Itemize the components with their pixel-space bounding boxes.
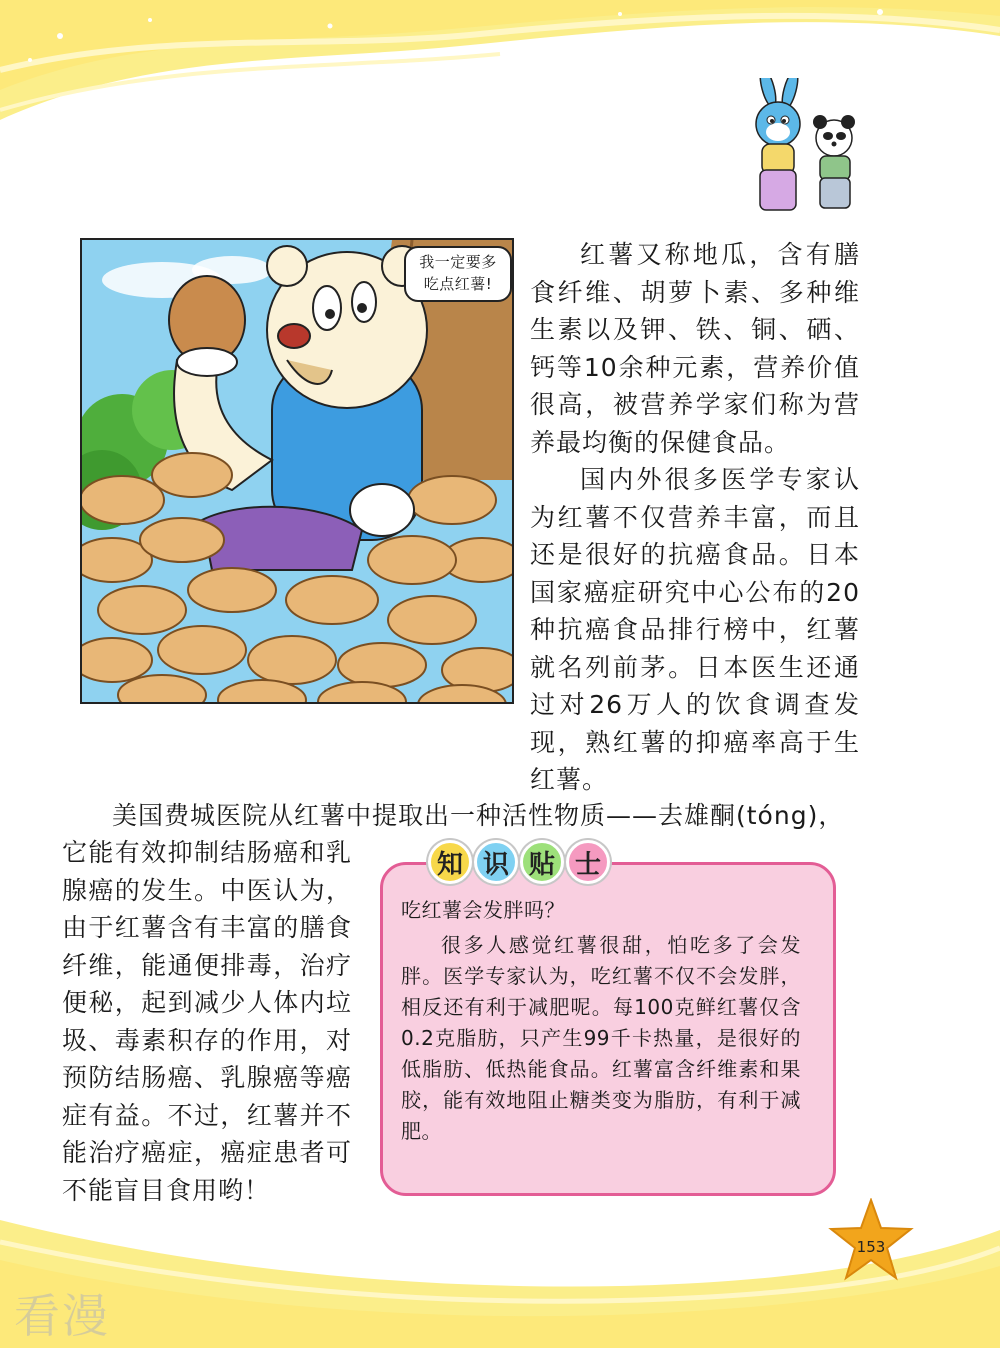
tips-answer: 很多人感觉红薯很甜，怕吃多了会发胖。医学专家认为，吃红薯不仅不会发胖，相反还有利于减肥呢。每100克鲜红薯仅含0.2克脂肪，只产生99千卡热量，是很好的低脂肪、低热能食品。红薯富含纤维素和果胶，能有效地阻止糖类变为脂肪，有利于减肥。 — [401, 933, 801, 1143]
paragraph-philadelphia-continued: 它能有效抑制结肠癌和乳腺癌的发生。中医认为，由于红薯含有丰富的膳食纤维，能通便排毒，治疗便秘，起到减少人体内垃圾、毒素积存的作用，对预防结肠癌、乳腺癌等癌症有益。不过，红薯并不能治疗癌症，癌症患者可不能盲目食用哟！ — [62, 838, 352, 1205]
article-right-column — [530, 236, 860, 799]
paragraph-nutrition: 红薯又称地瓜，含有膳食纤维、胡萝卜素、多种维生素以及钾、铁、铜、硒、钙等10余种元素，营养价值很高，被营养学家们称为营养最均衡的保健食品。 — [530, 240, 860, 457]
tips-badge-1: 知 — [428, 840, 472, 884]
tips-title-badges — [428, 840, 610, 884]
paragraph-anticancer: 国内外很多医学专家认为红薯不仅营养丰富，而且还是很好的抗癌食品。日本国家癌症研究中心公布的20种抗癌食品排行榜中，红薯就名列前茅。日本医生还通过对26万人的饮食调查发现，熟红薯的抑癌率高于生红薯。 — [530, 465, 860, 794]
tips-content — [401, 895, 801, 1147]
knowledge-tips-box — [380, 862, 836, 1196]
tips-question: 吃红薯会发胖吗？ — [401, 898, 565, 922]
comic-panel-bear-with-sweet-potatoes — [80, 238, 514, 704]
mascot-illustration — [738, 78, 868, 220]
article-full-width-line — [62, 797, 862, 835]
page-number: 153 — [856, 1238, 886, 1256]
speech-bubble — [404, 246, 512, 302]
speech-bubble-line-1: 我一定要多 — [419, 253, 497, 271]
speech-bubble-line-2: 吃点红薯! — [423, 275, 493, 293]
tips-badge-3: 贴 — [520, 840, 564, 884]
tips-badge-2: 识 — [474, 840, 518, 884]
tips-badge-4: 士 — [566, 840, 610, 884]
paragraph-philadelphia-start: 美国费城医院从红薯中提取出一种活性物质——去雄酮(tóng)， — [112, 801, 845, 830]
watermark: 看漫 — [14, 1289, 110, 1343]
article-left-column — [62, 834, 352, 1209]
